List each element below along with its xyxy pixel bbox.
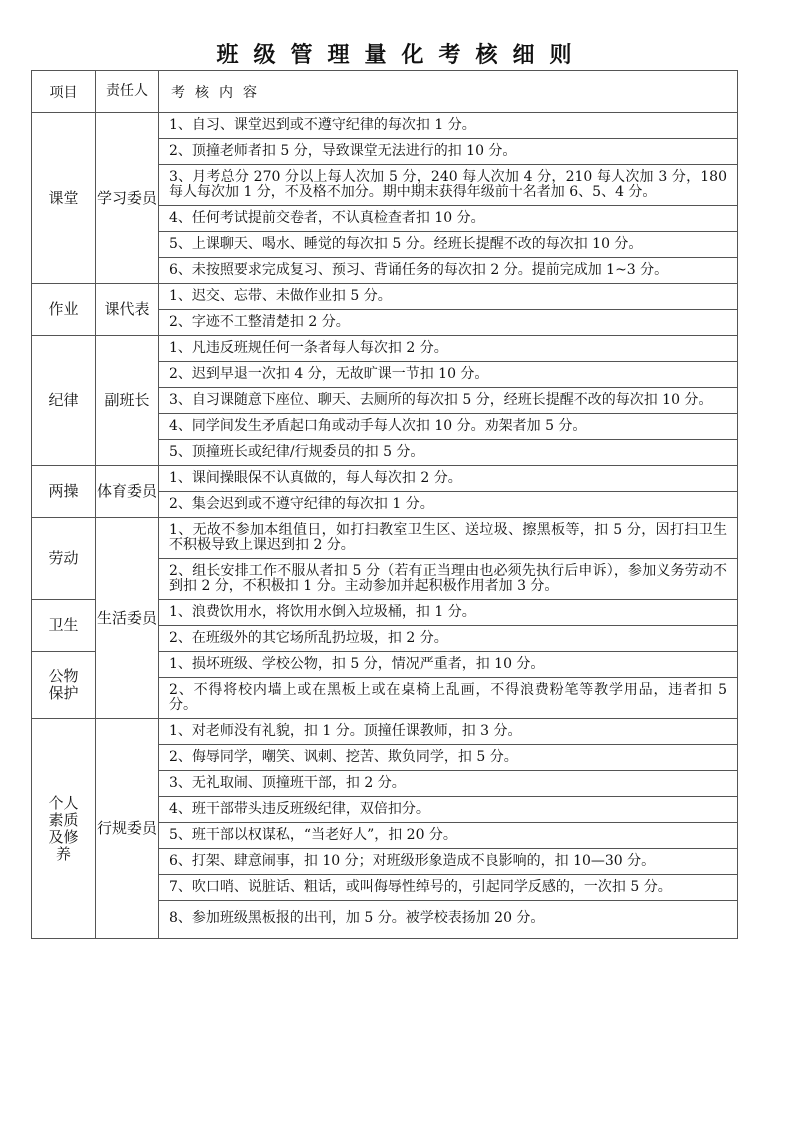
rule-cell: 6、未按照要求完成复习、预习、背诵任务的每次扣 2 分。提前完成加 1~3 分。 [159, 258, 738, 284]
rule-cell: 4、任何考试提前交卷者，不认真检查者扣 10 分。 [159, 206, 738, 232]
responsible-cell: 生活委员 [96, 518, 159, 719]
rule-cell: 1、自习、课堂迟到或不遵守纪律的每次扣 1 分。 [159, 113, 738, 139]
header-content: 考核内容 [159, 71, 738, 113]
rule-cell: 2、顶撞老师者扣 5 分，导致课堂无法进行的扣 10 分。 [159, 139, 738, 165]
category-label: 个人素质及修养 [48, 793, 79, 863]
rule-cell: 1、损坏班级、学校公物，扣 5 分，情况严重者，扣 10 分。 [159, 652, 738, 678]
rule-cell: 2、在班级外的其它场所乱扔垃圾，扣 2 分。 [159, 626, 738, 652]
category-cell: 两操 [32, 466, 96, 518]
rule-cell: 2、集会迟到或不遵守纪律的每次扣 1 分。 [159, 492, 738, 518]
table-row [32, 466, 738, 492]
rule-cell: 6、打架、肆意闹事，扣 10 分；对班级形象造成不良影响的，扣 10—30 分。 [159, 849, 738, 875]
category-cell [32, 652, 96, 719]
table-header-row [32, 71, 738, 113]
category-cell: 纪律 [32, 336, 96, 466]
rule-cell: 1、浪费饮用水，将饮用水倒入垃圾桶，扣 1 分。 [159, 600, 738, 626]
rule-cell: 2、组长安排工作不服从者扣 5 分（若有正当理由也必须先执行后申诉），参加义务劳动不到扣 2 分，不积极扣 1 分。主动参加并起积极作用者加 3 分。 [159, 559, 738, 600]
rule-cell: 1、无故不参加本组值日，如打扫教室卫生区、送垃圾、擦黑板等，扣 5 分，因打扫卫生不积极导致上课迟到扣 2 分。 [159, 518, 738, 559]
category-cell: 作业 [32, 284, 96, 336]
table-row [32, 719, 738, 745]
responsible-cell: 课代表 [96, 284, 159, 336]
category-cell: 劳动 [32, 518, 96, 600]
rule-cell: 2、字迹不工整清楚扣 2 分。 [159, 310, 738, 336]
assessment-table [31, 70, 738, 939]
rule-cell: 3、无礼取闹、顶撞班干部，扣 2 分。 [159, 771, 738, 797]
rule-cell: 7、吹口哨、说脏话、粗话，或叫侮辱性绰号的，引起同学反感的，一次扣 5 分。 [159, 875, 738, 901]
rule-cell: 2、侮辱同学，嘲笑、讽刺、挖苦、欺负同学，扣 5 分。 [159, 745, 738, 771]
table-row [32, 336, 738, 362]
rule-cell: 2、不得将校内墙上或在黑板上或在桌椅上乱画，不得浪费粉笔等教学用品，违者扣 5 分。 [159, 678, 738, 719]
rule-cell: 1、凡违反班规任何一条者每人每次扣 2 分。 [159, 336, 738, 362]
rule-cell: 1、对老师没有礼貌，扣 1 分。顶撞任课教师，扣 3 分。 [159, 719, 738, 745]
rule-cell: 3、自习课随意下座位、聊天、去厕所的每次扣 5 分，经班长提醒不改的每次扣 10 分。 [159, 388, 738, 414]
rule-cell: 5、顶撞班长或纪律/行规委员的扣 5 分。 [159, 440, 738, 466]
table-row [32, 113, 738, 139]
responsible-cell: 副班长 [96, 336, 159, 466]
document-title: 班级管理量化考核细则 [216, 42, 587, 68]
rule-cell: 8、参加班级黑板报的出刊，加 5 分。被学校表扬加 20 分。 [159, 901, 738, 939]
responsible-cell: 学习委员 [96, 113, 159, 284]
category-cell: 卫生 [32, 600, 96, 652]
rule-cell: 5、班干部以权谋私，“当老好人”，扣 20 分。 [159, 823, 738, 849]
rule-cell: 2、迟到早退一次扣 4 分，无故旷课一节扣 10 分。 [159, 362, 738, 388]
category-label: 公物保护 [48, 667, 79, 702]
rule-cell: 4、班干部带头违反班级纪律，双倍扣分。 [159, 797, 738, 823]
responsible-cell: 体育委员 [96, 466, 159, 518]
header-responsible: 责任人 [96, 71, 159, 113]
responsible-cell: 行规委员 [96, 719, 159, 939]
rule-cell: 3、月考总分 270 分以上每人次加 5 分，240 每人次加 4 分，210 每人次加 3 分，180 每人每次加 1 分，不及格不加分。期中期末获得年级前十名者加 6、5、4 分。 [159, 165, 738, 206]
rule-cell: 1、课间操眼保不认真做的，每人每次扣 2 分。 [159, 466, 738, 492]
table-row [32, 518, 738, 559]
table-row [32, 284, 738, 310]
header-item: 项目 [32, 71, 96, 113]
category-cell: 课堂 [32, 113, 96, 284]
rule-cell: 1、迟交、忘带、未做作业扣 5 分。 [159, 284, 738, 310]
rule-cell: 5、上课聊天、喝水、睡觉的每次扣 5 分。经班长提醒不改的每次扣 10 分。 [159, 232, 738, 258]
rule-cell: 4、同学间发生矛盾起口角或动手每人次扣 10 分。劝架者加 5 分。 [159, 414, 738, 440]
category-cell [32, 719, 96, 939]
